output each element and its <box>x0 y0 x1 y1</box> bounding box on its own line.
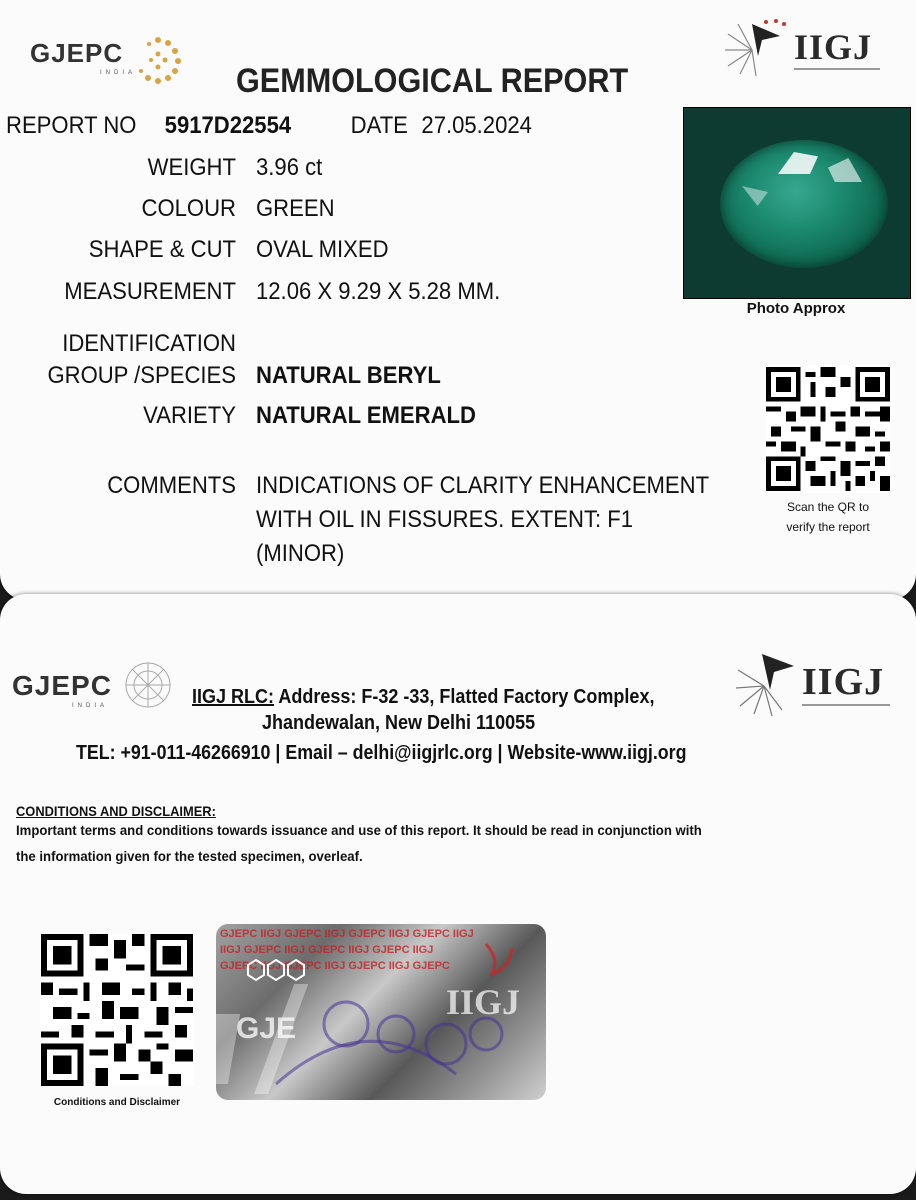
identification-label: IDENTIFICATION <box>62 330 237 357</box>
hologram-pattern-row-1: GJEPC IIGJ GJEPC IIGJ GJEPC IIGJ GJEPC IIGJ <box>220 928 474 940</box>
qr-caption <box>756 500 900 534</box>
gem-photo <box>683 107 911 299</box>
shape-cut-value: OVAL MIXED <box>256 236 389 263</box>
report-title: GEMMOLOGICAL REPORT <box>236 62 629 100</box>
rlc-label: IIGJ RLC: <box>192 686 275 708</box>
comments-line-2: WITH OIL IN FISSURES. EXTENT: F1 <box>256 506 634 533</box>
report-back-card <box>0 594 916 1194</box>
conditions-qr-caption: Conditions and Disclaimer <box>53 1097 181 1108</box>
colour-value: GREEN <box>256 195 335 222</box>
gjepc-logo-text: GJEPC <box>30 38 124 68</box>
iigj-logo-back-text: IIGJ <box>802 661 885 703</box>
svg-text:IIGJ: IIGJ <box>446 982 521 1022</box>
iigj-logo-underline <box>794 68 880 70</box>
shape-cut-label: SHAPE & CUT <box>88 236 236 263</box>
hologram-pattern-row-3: GJEPC IIGJ GJEPC IIGJ GJEPC IIGJ GJEPC <box>220 960 450 972</box>
gjepc-logo <box>30 38 137 76</box>
hologram-graphic-icon <box>216 924 546 1100</box>
iigj-logo-back-underline <box>802 704 890 706</box>
security-hologram <box>216 924 546 1100</box>
qr-caption-line-2: verify the report <box>786 520 870 534</box>
gjepc-logo-back-subtext: INDIA <box>72 703 109 709</box>
gjepc-logo-subtext: INDIA <box>100 70 137 76</box>
variety-value: NATURAL EMERALD <box>256 402 476 429</box>
variety-label: VARIETY <box>143 402 236 429</box>
address-line-1-text: Address: F-32 -33, Flatted Factory Complex, <box>278 686 655 708</box>
weight-value: 3.96 ct <box>256 154 323 181</box>
measurement-value: 12.06 X 9.29 X 5.28 MM. <box>256 278 501 305</box>
group-species-value: NATURAL BERYL <box>256 362 441 389</box>
conditions-line-1: Important terms and conditions towards issuance and use of this report. It should be read in conjunction with <box>16 822 702 838</box>
group-species-label: GROUP /SPECIES <box>47 362 236 389</box>
field-values <box>256 154 710 568</box>
colour-label: COLOUR <box>141 195 236 222</box>
iigj-logo-text: IIGJ <box>794 27 873 67</box>
conditions-title: CONDITIONS AND DISCLAIMER: <box>16 803 216 819</box>
address-line-1 <box>192 686 654 709</box>
comments-line-3: (MINOR) <box>256 540 345 567</box>
conditions-qr-code[interactable] <box>40 934 194 1086</box>
comments-label: COMMENTS <box>107 472 237 499</box>
field-labels <box>0 154 236 500</box>
report-number-row <box>6 112 532 140</box>
contact-line[interactable]: TEL: +91-011-46266910 | Email – delhi@iigjrlc.org | Website-www.iigj.org <box>76 742 687 764</box>
measurement-label: MEASUREMENT <box>64 278 236 305</box>
iigj-bird-back-icon <box>734 648 800 718</box>
photo-caption: Photo Approx <box>746 300 846 317</box>
address-line-2: Jhandewalan, New Delhi 110055 <box>262 712 536 734</box>
emerald-image <box>720 140 888 268</box>
gjepc-sunburst-icon <box>132 34 184 86</box>
iigj-bird-icon <box>722 16 792 78</box>
weight-label: WEIGHT <box>147 154 236 181</box>
verify-qr-code[interactable] <box>766 365 890 493</box>
date-value: 27.05.2024 <box>421 112 532 139</box>
hologram-pattern-row-2: IIGJ GJEPC IIGJ GJEPC IIGJ GJEPC IIGJ <box>220 944 434 956</box>
gjepc-globe-icon <box>120 656 176 714</box>
report-number-label: REPORT NO <box>6 112 137 139</box>
comments-line-1: INDICATIONS OF CLARITY ENHANCEMENT <box>256 472 710 499</box>
gjepc-logo-back-text: GJEPC <box>12 670 112 701</box>
date-label: DATE <box>350 112 408 139</box>
report-number-value: 5917D22554 <box>164 112 292 139</box>
svg-text:GJE: GJE <box>236 1012 297 1045</box>
gjepc-logo-back <box>12 670 112 709</box>
conditions-line-2: the information given for the tested specimen, overleaf. <box>16 848 363 864</box>
qr-caption-line-1: Scan the QR to <box>786 500 870 514</box>
